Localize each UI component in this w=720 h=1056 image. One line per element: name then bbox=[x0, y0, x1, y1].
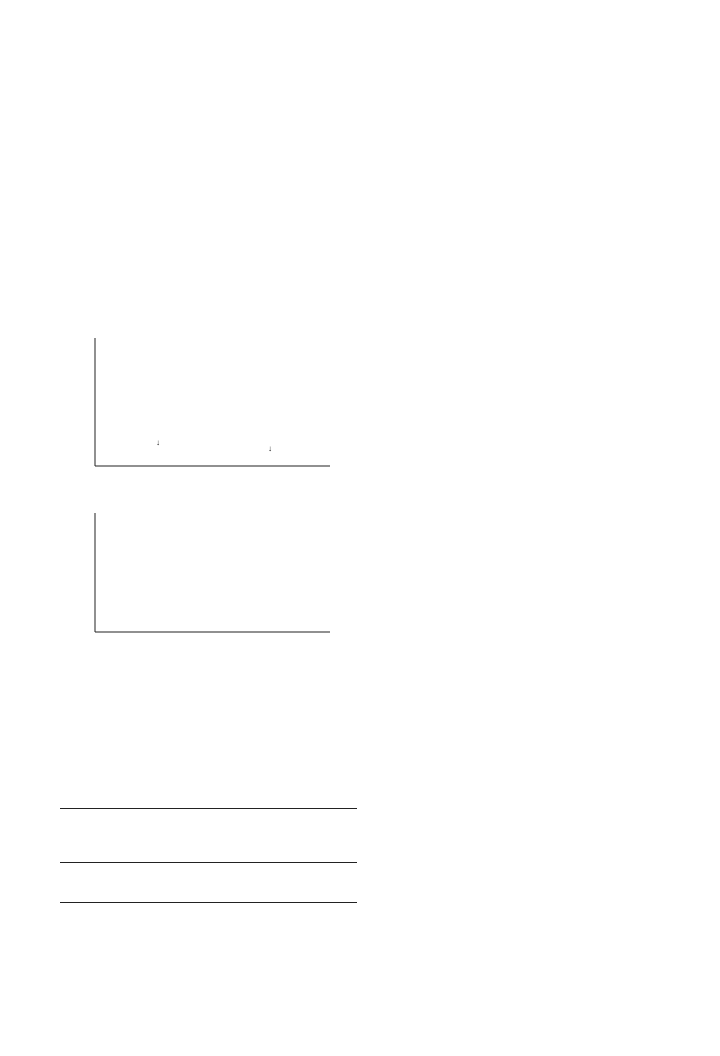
left-column bbox=[60, 76, 357, 89]
panel-b bbox=[95, 513, 330, 632]
arrow-icon: ↓ bbox=[268, 444, 272, 453]
table-rule bbox=[60, 862, 357, 863]
table-rule bbox=[60, 808, 357, 809]
figure-4 bbox=[60, 335, 360, 660]
right-column bbox=[370, 76, 660, 102]
panel-a bbox=[95, 338, 330, 466]
table-rule bbox=[60, 902, 357, 903]
arrow-icon: ↓ bbox=[156, 438, 160, 447]
figure-4-svg bbox=[60, 335, 360, 660]
